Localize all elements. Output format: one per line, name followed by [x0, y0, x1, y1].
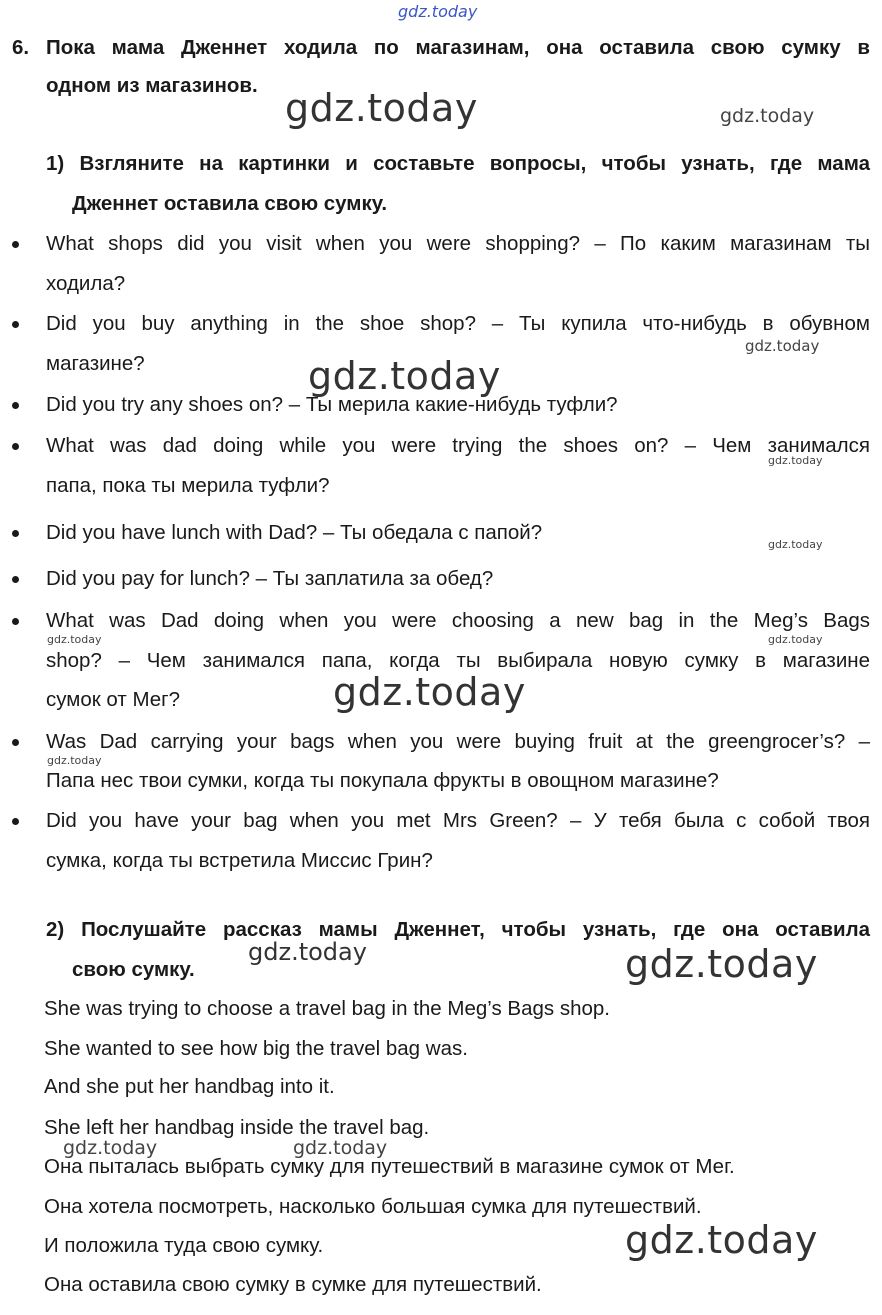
watermark: gdz.today [745, 337, 820, 355]
answer-line: Она хотела посмотреть, насколько большая сумка для путешествий. [44, 1195, 702, 1218]
exercise-title-line2: одном из магазинов. [46, 74, 258, 97]
list-item-line: Did you have lunch with Dad? – Ты обедала с папой? [46, 521, 543, 544]
list-item-line: сумка, когда ты встретила Миссис Грин? [46, 849, 433, 872]
bullet-dot [12, 618, 19, 625]
watermark: gdz.today [308, 354, 501, 398]
watermark: gdz.today [768, 454, 823, 467]
bullet-dot [12, 402, 19, 409]
list-item-line: ходила? [46, 272, 126, 295]
answer-line: She was trying to choose a travel bag in the Meg’s Bags shop. [44, 997, 610, 1020]
watermark: gdz.today [768, 538, 823, 551]
watermark: gdz.today [720, 105, 815, 127]
exercise-number: 6. [12, 36, 30, 59]
bullet-dot [12, 443, 19, 450]
bullet-dot [12, 739, 19, 746]
bullet-dot [12, 818, 19, 825]
answer-line: She left her handbag inside the travel bag. [44, 1116, 430, 1139]
task2-heading-line2: свою сумку. [72, 958, 195, 981]
list-item-line: магазине? [46, 352, 145, 375]
answer-line: She wanted to see how big the travel bag was. [44, 1037, 468, 1060]
watermark: gdz.today [625, 1218, 818, 1262]
bullet-dot [12, 530, 19, 537]
watermark: gdz.today [285, 86, 478, 130]
task1-heading-line1: 1) Взгляните на картинки и составьте вопросы, чтобы узнать, где мама [46, 152, 870, 175]
list-item-line: What was dad doing while you were trying the shoes on? – Чем занимался [46, 434, 870, 457]
watermark: gdz.today [63, 1137, 158, 1159]
task2-heading-line1: 2) Послушайте рассказ мамы Дженнет, чтобы узнать, где она оставила [46, 918, 870, 941]
answer-line: And she put her handbag into it. [44, 1075, 335, 1098]
watermark: gdz.today [47, 633, 102, 646]
task1-heading-line2: Дженнет оставила свою сумку. [72, 192, 388, 215]
list-item-line: Was Dad carrying your bags when you were buying fruit at the greengrocer’s? – [46, 730, 870, 753]
list-item-line: сумок от Мег? [46, 688, 181, 711]
list-item-line: Did you have your bag when you met Mrs Green? – У тебя была с собой твоя [46, 809, 870, 832]
list-item-line: Папа нес твои сумки, когда ты покупала фрукты в овощном магазине? [46, 769, 719, 792]
watermark: gdz.today [47, 754, 102, 767]
list-item-line: Did you buy anything in the shoe shop? – Ты купила что-нибудь в обувном [46, 312, 870, 335]
answer-line: И положила туда свою сумку. [44, 1234, 324, 1257]
list-item-line: Did you pay for lunch? – Ты заплатила за обед? [46, 567, 494, 590]
list-item-line: Did you try any shoes on? – Ты мерила какие-нибудь туфли? [46, 393, 618, 416]
watermark: gdz.today [625, 942, 818, 986]
watermark: gdz.today [768, 633, 823, 646]
answer-line: Она пыталась выбрать сумку для путешествий в магазине сумок от Мег. [44, 1155, 735, 1178]
answer-line: Она оставила свою сумку в сумке для путешествий. [44, 1273, 542, 1296]
list-item-line: папа, пока ты мерила туфли? [46, 474, 330, 497]
watermark: gdz.today [333, 670, 526, 714]
list-item-line: What was Dad doing when you were choosing a new bag in the Meg’s Bags [46, 609, 870, 632]
bullet-dot [12, 241, 19, 248]
bullet-dot [12, 321, 19, 328]
exercise-title-line1: Пока мама Дженнет ходила по магазинам, она оставила свою сумку в [46, 36, 870, 59]
watermark: gdz.today [398, 2, 478, 21]
list-item-line: What shops did you visit when you were shopping? – По каким магазинам ты [46, 232, 870, 255]
bullet-dot [12, 576, 19, 583]
watermark: gdz.today [248, 938, 367, 966]
watermark: gdz.today [293, 1137, 388, 1159]
list-item-line: shop? – Чем занимался папа, когда ты выбирала новую сумку в магазине [46, 649, 870, 672]
